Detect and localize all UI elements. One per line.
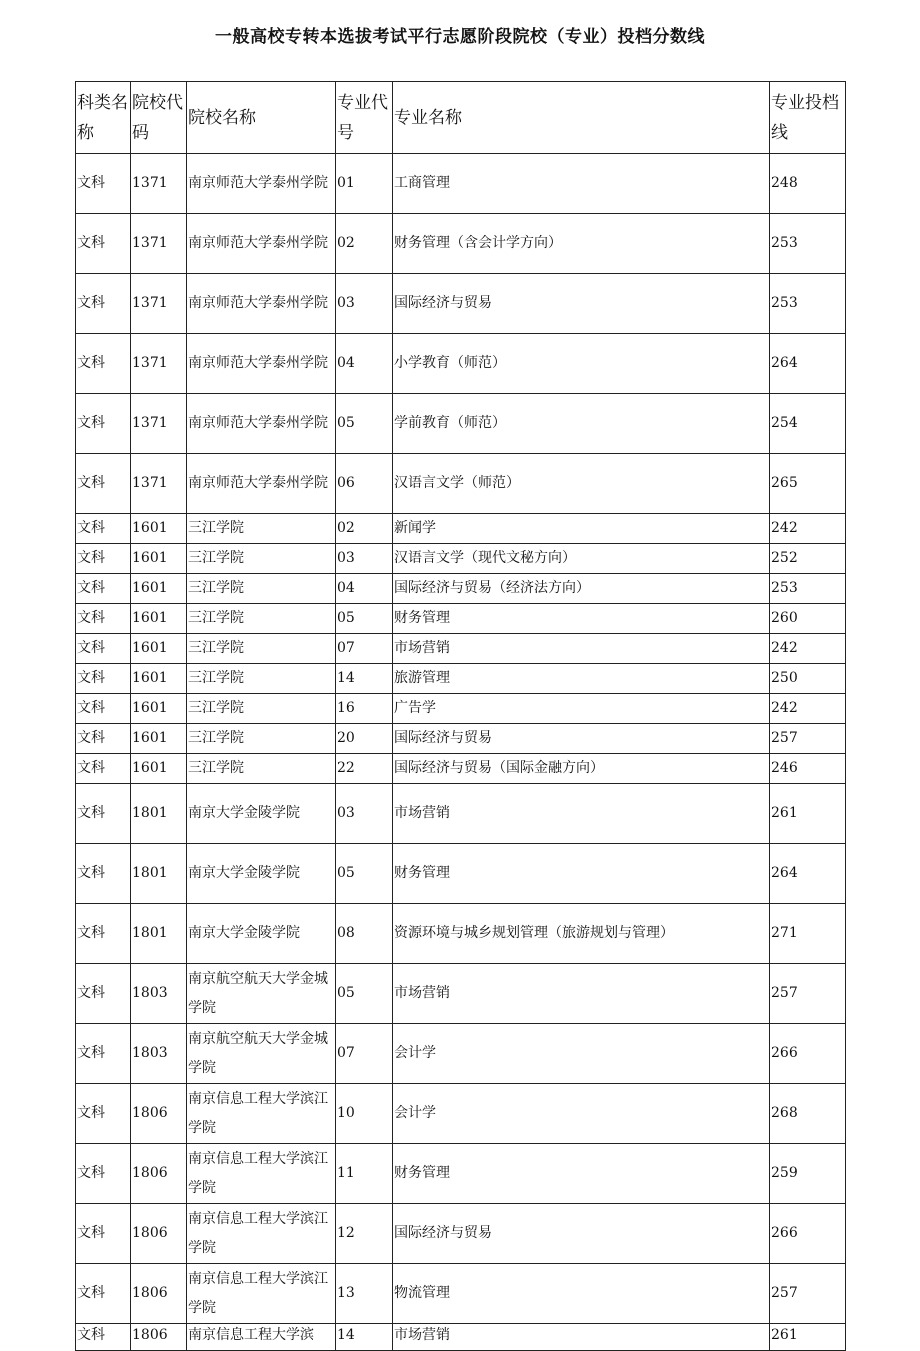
cell-major-code: 12 xyxy=(336,1204,393,1264)
table-body xyxy=(76,154,846,1351)
cell-major-name: 财务管理 xyxy=(393,604,770,634)
cell-major-code: 03 xyxy=(336,274,393,334)
cell-major-name: 国际经济与贸易 xyxy=(393,724,770,754)
cell-cutoff-score: 242 xyxy=(770,514,846,544)
cell-school-name: 南京师范大学泰州学院 xyxy=(187,394,336,454)
cell-cutoff-score: 259 xyxy=(770,1144,846,1204)
cell-school-name: 南京信息工程大学滨江学院 xyxy=(187,1204,336,1264)
table-row xyxy=(76,274,846,334)
cell-major-code: 20 xyxy=(336,724,393,754)
cell-cutoff-score: 257 xyxy=(770,964,846,1024)
table-row xyxy=(76,154,846,214)
cell-cutoff-score: 253 xyxy=(770,214,846,274)
cell-category: 文科 xyxy=(76,694,131,724)
cell-school-name: 三江学院 xyxy=(187,604,336,634)
cell-cutoff-score: 257 xyxy=(770,724,846,754)
cell-major-name: 旅游管理 xyxy=(393,664,770,694)
cell-school-name: 三江学院 xyxy=(187,754,336,784)
cell-school-code: 1371 xyxy=(131,334,187,394)
cell-major-name: 国际经济与贸易 xyxy=(393,1204,770,1264)
cell-major-code: 07 xyxy=(336,1024,393,1084)
cell-major-name: 国际经济与贸易 xyxy=(393,274,770,334)
cell-category: 文科 xyxy=(76,334,131,394)
cell-major-name: 财务管理 xyxy=(393,1144,770,1204)
table-row xyxy=(76,544,846,574)
cell-major-code: 14 xyxy=(336,1324,393,1351)
cell-major-name: 广告学 xyxy=(393,694,770,724)
cell-major-name: 财务管理 xyxy=(393,844,770,904)
cell-major-name: 汉语言文学（师范） xyxy=(393,454,770,514)
page-title: 一般高校专转本选拔考试平行志愿阶段院校（专业）投档分数线 xyxy=(215,27,705,47)
cell-category: 文科 xyxy=(76,664,131,694)
cell-major-code: 02 xyxy=(336,214,393,274)
cell-school-name: 南京师范大学泰州学院 xyxy=(187,454,336,514)
cell-category: 文科 xyxy=(76,1264,131,1324)
cell-school-name: 南京航空航天大学金城学院 xyxy=(187,964,336,1024)
cell-major-name: 国际经济与贸易（经济法方向） xyxy=(393,574,770,604)
table-row xyxy=(76,1024,846,1084)
cell-school-code: 1371 xyxy=(131,454,187,514)
cell-category: 文科 xyxy=(76,1324,131,1351)
cell-cutoff-score: 268 xyxy=(770,1084,846,1144)
cell-school-code: 1801 xyxy=(131,844,187,904)
cell-major-name: 新闻学 xyxy=(393,514,770,544)
table-row xyxy=(76,1324,846,1351)
header-school-name: 院校名称 xyxy=(187,82,336,154)
cell-school-code: 1601 xyxy=(131,694,187,724)
table-row xyxy=(76,904,846,964)
cell-school-name: 南京师范大学泰州学院 xyxy=(187,274,336,334)
cell-major-code: 05 xyxy=(336,604,393,634)
cell-school-name: 南京信息工程大学滨江学院 xyxy=(187,1264,336,1324)
cell-major-code: 07 xyxy=(336,634,393,664)
cell-school-code: 1371 xyxy=(131,154,187,214)
header-major-code: 专业代号 xyxy=(336,82,393,154)
cell-major-name: 市场营销 xyxy=(393,1324,770,1351)
cell-school-code: 1601 xyxy=(131,604,187,634)
cell-major-code: 02 xyxy=(336,514,393,544)
table-row xyxy=(76,754,846,784)
cell-category: 文科 xyxy=(76,1024,131,1084)
cell-major-code: 05 xyxy=(336,394,393,454)
table-row xyxy=(76,724,846,754)
cell-school-code: 1801 xyxy=(131,784,187,844)
score-table xyxy=(75,81,846,1351)
cell-school-name: 三江学院 xyxy=(187,694,336,724)
cell-cutoff-score: 246 xyxy=(770,754,846,784)
cell-school-code: 1601 xyxy=(131,514,187,544)
cell-major-code: 10 xyxy=(336,1084,393,1144)
cell-category: 文科 xyxy=(76,454,131,514)
cell-major-name: 物流管理 xyxy=(393,1264,770,1324)
cell-cutoff-score: 250 xyxy=(770,664,846,694)
cell-major-code: 05 xyxy=(336,844,393,904)
table-row xyxy=(76,334,846,394)
cell-cutoff-score: 242 xyxy=(770,634,846,664)
cell-cutoff-score: 260 xyxy=(770,604,846,634)
cell-category: 文科 xyxy=(76,574,131,604)
cell-cutoff-score: 271 xyxy=(770,904,846,964)
cell-school-code: 1806 xyxy=(131,1084,187,1144)
cell-category: 文科 xyxy=(76,904,131,964)
cell-school-code: 1601 xyxy=(131,724,187,754)
cell-cutoff-score: 254 xyxy=(770,394,846,454)
cell-school-name: 南京师范大学泰州学院 xyxy=(187,154,336,214)
cell-major-code: 06 xyxy=(336,454,393,514)
cell-major-code: 22 xyxy=(336,754,393,784)
cell-school-name: 南京信息工程大学滨江学院 xyxy=(187,1084,336,1144)
cell-major-name: 财务管理（含会计学方向） xyxy=(393,214,770,274)
cell-major-name: 汉语言文学（现代文秘方向） xyxy=(393,544,770,574)
table-row xyxy=(76,964,846,1024)
cell-school-code: 1806 xyxy=(131,1204,187,1264)
cell-category: 文科 xyxy=(76,754,131,784)
table-row xyxy=(76,574,846,604)
cell-category: 文科 xyxy=(76,1204,131,1264)
cell-school-name: 三江学院 xyxy=(187,664,336,694)
cell-category: 文科 xyxy=(76,1084,131,1144)
cell-school-name: 三江学院 xyxy=(187,574,336,604)
table-row xyxy=(76,394,846,454)
cell-major-code: 16 xyxy=(336,694,393,724)
cell-school-code: 1806 xyxy=(131,1144,187,1204)
cell-major-name: 国际经济与贸易（国际金融方向） xyxy=(393,754,770,784)
cell-cutoff-score: 266 xyxy=(770,1204,846,1264)
cell-major-code: 04 xyxy=(336,574,393,604)
table-row xyxy=(76,634,846,664)
cell-category: 文科 xyxy=(76,604,131,634)
cell-school-code: 1371 xyxy=(131,394,187,454)
cell-school-name: 三江学院 xyxy=(187,634,336,664)
cell-category: 文科 xyxy=(76,394,131,454)
cell-major-code: 14 xyxy=(336,664,393,694)
cell-school-name: 三江学院 xyxy=(187,544,336,574)
cell-cutoff-score: 261 xyxy=(770,784,846,844)
table-row xyxy=(76,514,846,544)
cell-major-name: 市场营销 xyxy=(393,784,770,844)
cell-major-name: 学前教育（师范） xyxy=(393,394,770,454)
table-row xyxy=(76,1084,846,1144)
cell-category: 文科 xyxy=(76,514,131,544)
table-row xyxy=(76,1264,846,1324)
cell-category: 文科 xyxy=(76,274,131,334)
cell-school-code: 1601 xyxy=(131,574,187,604)
cell-major-code: 03 xyxy=(336,544,393,574)
header-school-code: 院校代码 xyxy=(131,82,187,154)
cell-school-name: 南京信息工程大学滨江学院 xyxy=(187,1144,336,1204)
cell-school-name: 南京大学金陵学院 xyxy=(187,904,336,964)
table-row xyxy=(76,694,846,724)
cell-school-code: 1601 xyxy=(131,754,187,784)
cell-cutoff-score: 264 xyxy=(770,844,846,904)
cell-school-name: 三江学院 xyxy=(187,514,336,544)
table-header-row xyxy=(76,82,846,154)
cell-major-code: 01 xyxy=(336,154,393,214)
cell-school-code: 1806 xyxy=(131,1324,187,1351)
table-row xyxy=(76,214,846,274)
table-row xyxy=(76,604,846,634)
cell-school-name: 南京大学金陵学院 xyxy=(187,784,336,844)
cell-major-code: 11 xyxy=(336,1144,393,1204)
cell-school-name: 南京大学金陵学院 xyxy=(187,844,336,904)
cell-school-code: 1371 xyxy=(131,214,187,274)
cell-school-name: 三江学院 xyxy=(187,724,336,754)
cell-cutoff-score: 261 xyxy=(770,1324,846,1351)
cell-major-name: 市场营销 xyxy=(393,634,770,664)
cell-major-code: 05 xyxy=(336,964,393,1024)
cell-category: 文科 xyxy=(76,784,131,844)
cell-school-code: 1803 xyxy=(131,1024,187,1084)
cell-cutoff-score: 242 xyxy=(770,694,846,724)
cell-major-name: 小学教育（师范） xyxy=(393,334,770,394)
table-row xyxy=(76,1144,846,1204)
cell-cutoff-score: 257 xyxy=(770,1264,846,1324)
table-row xyxy=(76,1204,846,1264)
cell-major-name: 会计学 xyxy=(393,1024,770,1084)
cell-cutoff-score: 252 xyxy=(770,544,846,574)
header-major-name: 专业名称 xyxy=(393,82,770,154)
cell-category: 文科 xyxy=(76,634,131,664)
cell-cutoff-score: 248 xyxy=(770,154,846,214)
cell-category: 文科 xyxy=(76,964,131,1024)
cell-category: 文科 xyxy=(76,154,131,214)
cell-school-code: 1801 xyxy=(131,904,187,964)
table-row xyxy=(76,454,846,514)
cell-school-code: 1601 xyxy=(131,634,187,664)
cell-major-code: 13 xyxy=(336,1264,393,1324)
cell-category: 文科 xyxy=(76,844,131,904)
cell-major-name: 市场营销 xyxy=(393,964,770,1024)
cell-school-name: 南京师范大学泰州学院 xyxy=(187,334,336,394)
cell-category: 文科 xyxy=(76,214,131,274)
header-cutoff-score: 专业投档线 xyxy=(770,82,846,154)
cell-cutoff-score: 266 xyxy=(770,1024,846,1084)
table-row xyxy=(76,664,846,694)
cell-school-name: 南京师范大学泰州学院 xyxy=(187,214,336,274)
cell-school-code: 1803 xyxy=(131,964,187,1024)
cell-school-code: 1371 xyxy=(131,274,187,334)
cell-school-name: 南京信息工程大学滨 xyxy=(187,1324,336,1351)
cell-major-name: 资源环境与城乡规划管理（旅游规划与管理） xyxy=(393,904,770,964)
table-row xyxy=(76,784,846,844)
cell-school-name: 南京航空航天大学金城学院 xyxy=(187,1024,336,1084)
cell-category: 文科 xyxy=(76,544,131,574)
cell-school-code: 1806 xyxy=(131,1264,187,1324)
cell-cutoff-score: 264 xyxy=(770,334,846,394)
header-category: 科类名称 xyxy=(76,82,131,154)
cell-major-code: 03 xyxy=(336,784,393,844)
cell-category: 文科 xyxy=(76,1144,131,1204)
table-row xyxy=(76,844,846,904)
cell-school-code: 1601 xyxy=(131,544,187,574)
cell-cutoff-score: 265 xyxy=(770,454,846,514)
cell-major-name: 工商管理 xyxy=(393,154,770,214)
cell-major-code: 04 xyxy=(336,334,393,394)
cell-category: 文科 xyxy=(76,724,131,754)
cell-school-code: 1601 xyxy=(131,664,187,694)
cell-cutoff-score: 253 xyxy=(770,274,846,334)
cell-major-code: 08 xyxy=(336,904,393,964)
cell-major-name: 会计学 xyxy=(393,1084,770,1144)
cell-cutoff-score: 253 xyxy=(770,574,846,604)
